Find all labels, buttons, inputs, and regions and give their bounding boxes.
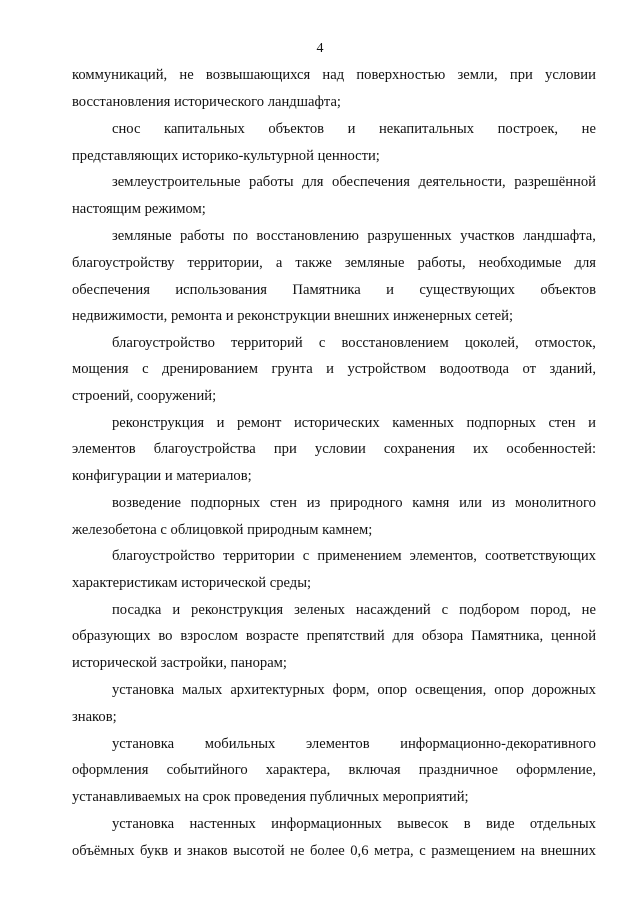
word: насаждений [355, 602, 431, 618]
word: от [522, 361, 537, 377]
word: взрослом [180, 628, 238, 644]
word: некапитальных [378, 121, 475, 137]
word: знаков [187, 843, 228, 859]
word: и [172, 602, 181, 618]
word: на [520, 843, 536, 859]
word: благоустройство [112, 335, 215, 351]
word: участков [460, 228, 515, 244]
text-line [72, 360, 596, 378]
word: ценной [550, 628, 596, 644]
word: стен [548, 415, 576, 431]
text-line: восстановления исторического ландшафта; [72, 94, 341, 110]
word: возрасте [245, 628, 299, 644]
word: условии [314, 441, 366, 457]
word: мобильных [204, 736, 276, 752]
word: элементов [305, 736, 370, 752]
word: реконструкция [191, 602, 284, 618]
text-line [72, 627, 596, 645]
word: подбором [459, 602, 520, 618]
word: настенных [189, 816, 256, 832]
word: камня [412, 495, 450, 511]
word: вывесок [397, 816, 449, 832]
word: для [302, 174, 324, 190]
word: благоустройству [72, 255, 175, 271]
word: 0,6 [350, 843, 369, 859]
word: работы [249, 174, 294, 190]
word: опор [377, 682, 408, 698]
word: элементов [72, 441, 136, 457]
word: зеленых [294, 602, 345, 618]
word: информационных [271, 816, 382, 832]
word: архитектурных [230, 682, 325, 698]
text-line [112, 120, 596, 138]
text-line [112, 601, 596, 619]
word: использования [175, 282, 267, 298]
word: включая [348, 762, 401, 778]
word: не [581, 121, 596, 137]
word: стен [269, 495, 297, 511]
word: подпорных [466, 415, 536, 431]
word: условии [545, 67, 596, 83]
word: снос [112, 121, 141, 137]
word: опор [494, 682, 524, 698]
word: природного [330, 495, 403, 511]
word: оформление, [516, 762, 596, 778]
word: над [322, 67, 345, 83]
word: из [491, 495, 506, 511]
word: каменных [392, 415, 454, 431]
word: характера, [265, 762, 331, 778]
word: объектов [540, 282, 596, 298]
text-line [112, 414, 596, 432]
word: их [473, 441, 489, 457]
word: более [309, 843, 345, 859]
word: ландшафта, [523, 228, 596, 244]
word: не [290, 843, 305, 859]
word: Памятника, [471, 628, 544, 644]
text-line [112, 173, 596, 191]
word: ремонт [236, 415, 282, 431]
word: также [295, 255, 332, 271]
word: Памятника [292, 282, 361, 298]
word: установка [112, 736, 175, 752]
word: устройством [347, 361, 427, 377]
word: землеустроительные [112, 174, 241, 190]
text-line [72, 66, 596, 84]
word: объектов [268, 121, 325, 137]
word: цоколей, [464, 335, 519, 351]
word: и [588, 415, 596, 431]
word: установка [112, 682, 175, 698]
text-line: строений, сооружений; [72, 388, 217, 404]
text-line [112, 227, 596, 245]
word: обзора [421, 628, 464, 644]
word: территорий [231, 335, 303, 351]
text-line [72, 761, 596, 779]
word: элементов, [409, 548, 477, 564]
word: при [509, 67, 533, 83]
word: для [574, 255, 596, 271]
text-line [112, 735, 596, 753]
word: размещением [431, 843, 516, 859]
word: восстановлением [341, 335, 449, 351]
text-line: железобетона с облицовкой природным камнем; [72, 522, 373, 538]
word: или [459, 495, 482, 511]
word: с [142, 361, 149, 377]
word: деятельности, [418, 174, 506, 190]
word: информационно-декоративного [400, 736, 596, 752]
word: работы, [417, 255, 466, 271]
word: пород, [530, 602, 571, 618]
word: соответствующих [485, 548, 596, 564]
text-line [112, 547, 596, 565]
word: не [581, 602, 596, 618]
word: объёмных [72, 843, 135, 859]
word: благоустройства [153, 441, 256, 457]
word: капитальных [164, 121, 245, 137]
word: земли, [457, 67, 498, 83]
word: подпорных [190, 495, 261, 511]
text-line [112, 815, 596, 833]
word: с [441, 602, 449, 618]
word: территории [222, 548, 295, 564]
word: при [273, 441, 297, 457]
word: с [318, 335, 326, 351]
word: водоотвода [439, 361, 510, 377]
word: метра, [374, 843, 414, 859]
text-line: исторической застройки, панорам; [72, 655, 287, 671]
word: исторических [293, 415, 380, 431]
word: форм, [332, 682, 370, 698]
word: поверхностью [356, 67, 446, 83]
word: благоустройство [112, 548, 215, 564]
word: отдельных [529, 816, 596, 832]
text-line [72, 254, 596, 272]
word: букв [140, 843, 169, 859]
word: и [173, 843, 182, 859]
word: обеспечения [72, 282, 150, 298]
word: в [463, 816, 471, 832]
word: малых [182, 682, 223, 698]
word: реконструкция [112, 415, 205, 431]
word: разрешённой [514, 174, 596, 190]
word: необходимые [478, 255, 562, 271]
word: существующих [419, 282, 515, 298]
word: возведение [112, 495, 181, 511]
word: зданий, [549, 361, 596, 377]
word: из [306, 495, 321, 511]
word: монолитного [515, 495, 596, 511]
word: виде [485, 816, 515, 832]
word: образующих [72, 628, 151, 644]
word: и [216, 415, 225, 431]
word: отмосток, [534, 335, 596, 351]
word: особенностей: [506, 441, 596, 457]
word: событийного [166, 762, 248, 778]
word: дорожных [531, 682, 596, 698]
word: разрушенных [367, 228, 452, 244]
word: во [158, 628, 173, 644]
word: установка [112, 816, 175, 832]
text-line: конфигурации и материалов; [72, 468, 252, 484]
text-line [72, 281, 596, 299]
word: грунта [271, 361, 313, 377]
text-line [72, 440, 596, 458]
word: построек, [497, 121, 559, 137]
word: и [326, 361, 334, 377]
word: с [419, 843, 426, 859]
word: возвышающихся [205, 67, 311, 83]
text-line: недвижимости, ремонта и реконструкции внешних инженерных сетей; [72, 308, 514, 324]
word: территории, [187, 255, 263, 271]
word: высотой [233, 843, 285, 859]
word: препятствий [306, 628, 385, 644]
text-line: знаков; [72, 709, 117, 725]
text-line [112, 681, 596, 699]
word: земляные [112, 228, 172, 244]
text-line: характеристикам исторической среды; [72, 575, 312, 591]
word: посадка [112, 602, 162, 618]
word: восстановлению [256, 228, 359, 244]
word: коммуникаций, [72, 67, 168, 83]
word: освещения, [415, 682, 487, 698]
word: и [386, 282, 394, 298]
text-line [112, 494, 596, 512]
text-line: представляющих историко-культурной ценности; [72, 148, 380, 164]
text-line [112, 334, 596, 352]
page-number: 4 [316, 41, 324, 56]
word: сохранения [383, 441, 456, 457]
word: с [302, 548, 310, 564]
word: дренированием [162, 361, 258, 377]
word: праздничное [418, 762, 498, 778]
word: оформления [72, 762, 149, 778]
word: мощения [72, 361, 129, 377]
word: внешних [540, 843, 596, 859]
word: земляные [344, 255, 405, 271]
word: применением [317, 548, 402, 564]
word: и [347, 121, 356, 137]
word: для [392, 628, 414, 644]
word: по [232, 228, 248, 244]
text-line [72, 842, 596, 860]
text-line: настоящим режимом; [72, 201, 206, 217]
word: работы [179, 228, 225, 244]
word: а [275, 255, 283, 271]
text-line: устанавливаемых на срок проведения публичных мероприятий; [72, 789, 469, 805]
word: обеспечения [332, 174, 410, 190]
word: не [179, 67, 194, 83]
